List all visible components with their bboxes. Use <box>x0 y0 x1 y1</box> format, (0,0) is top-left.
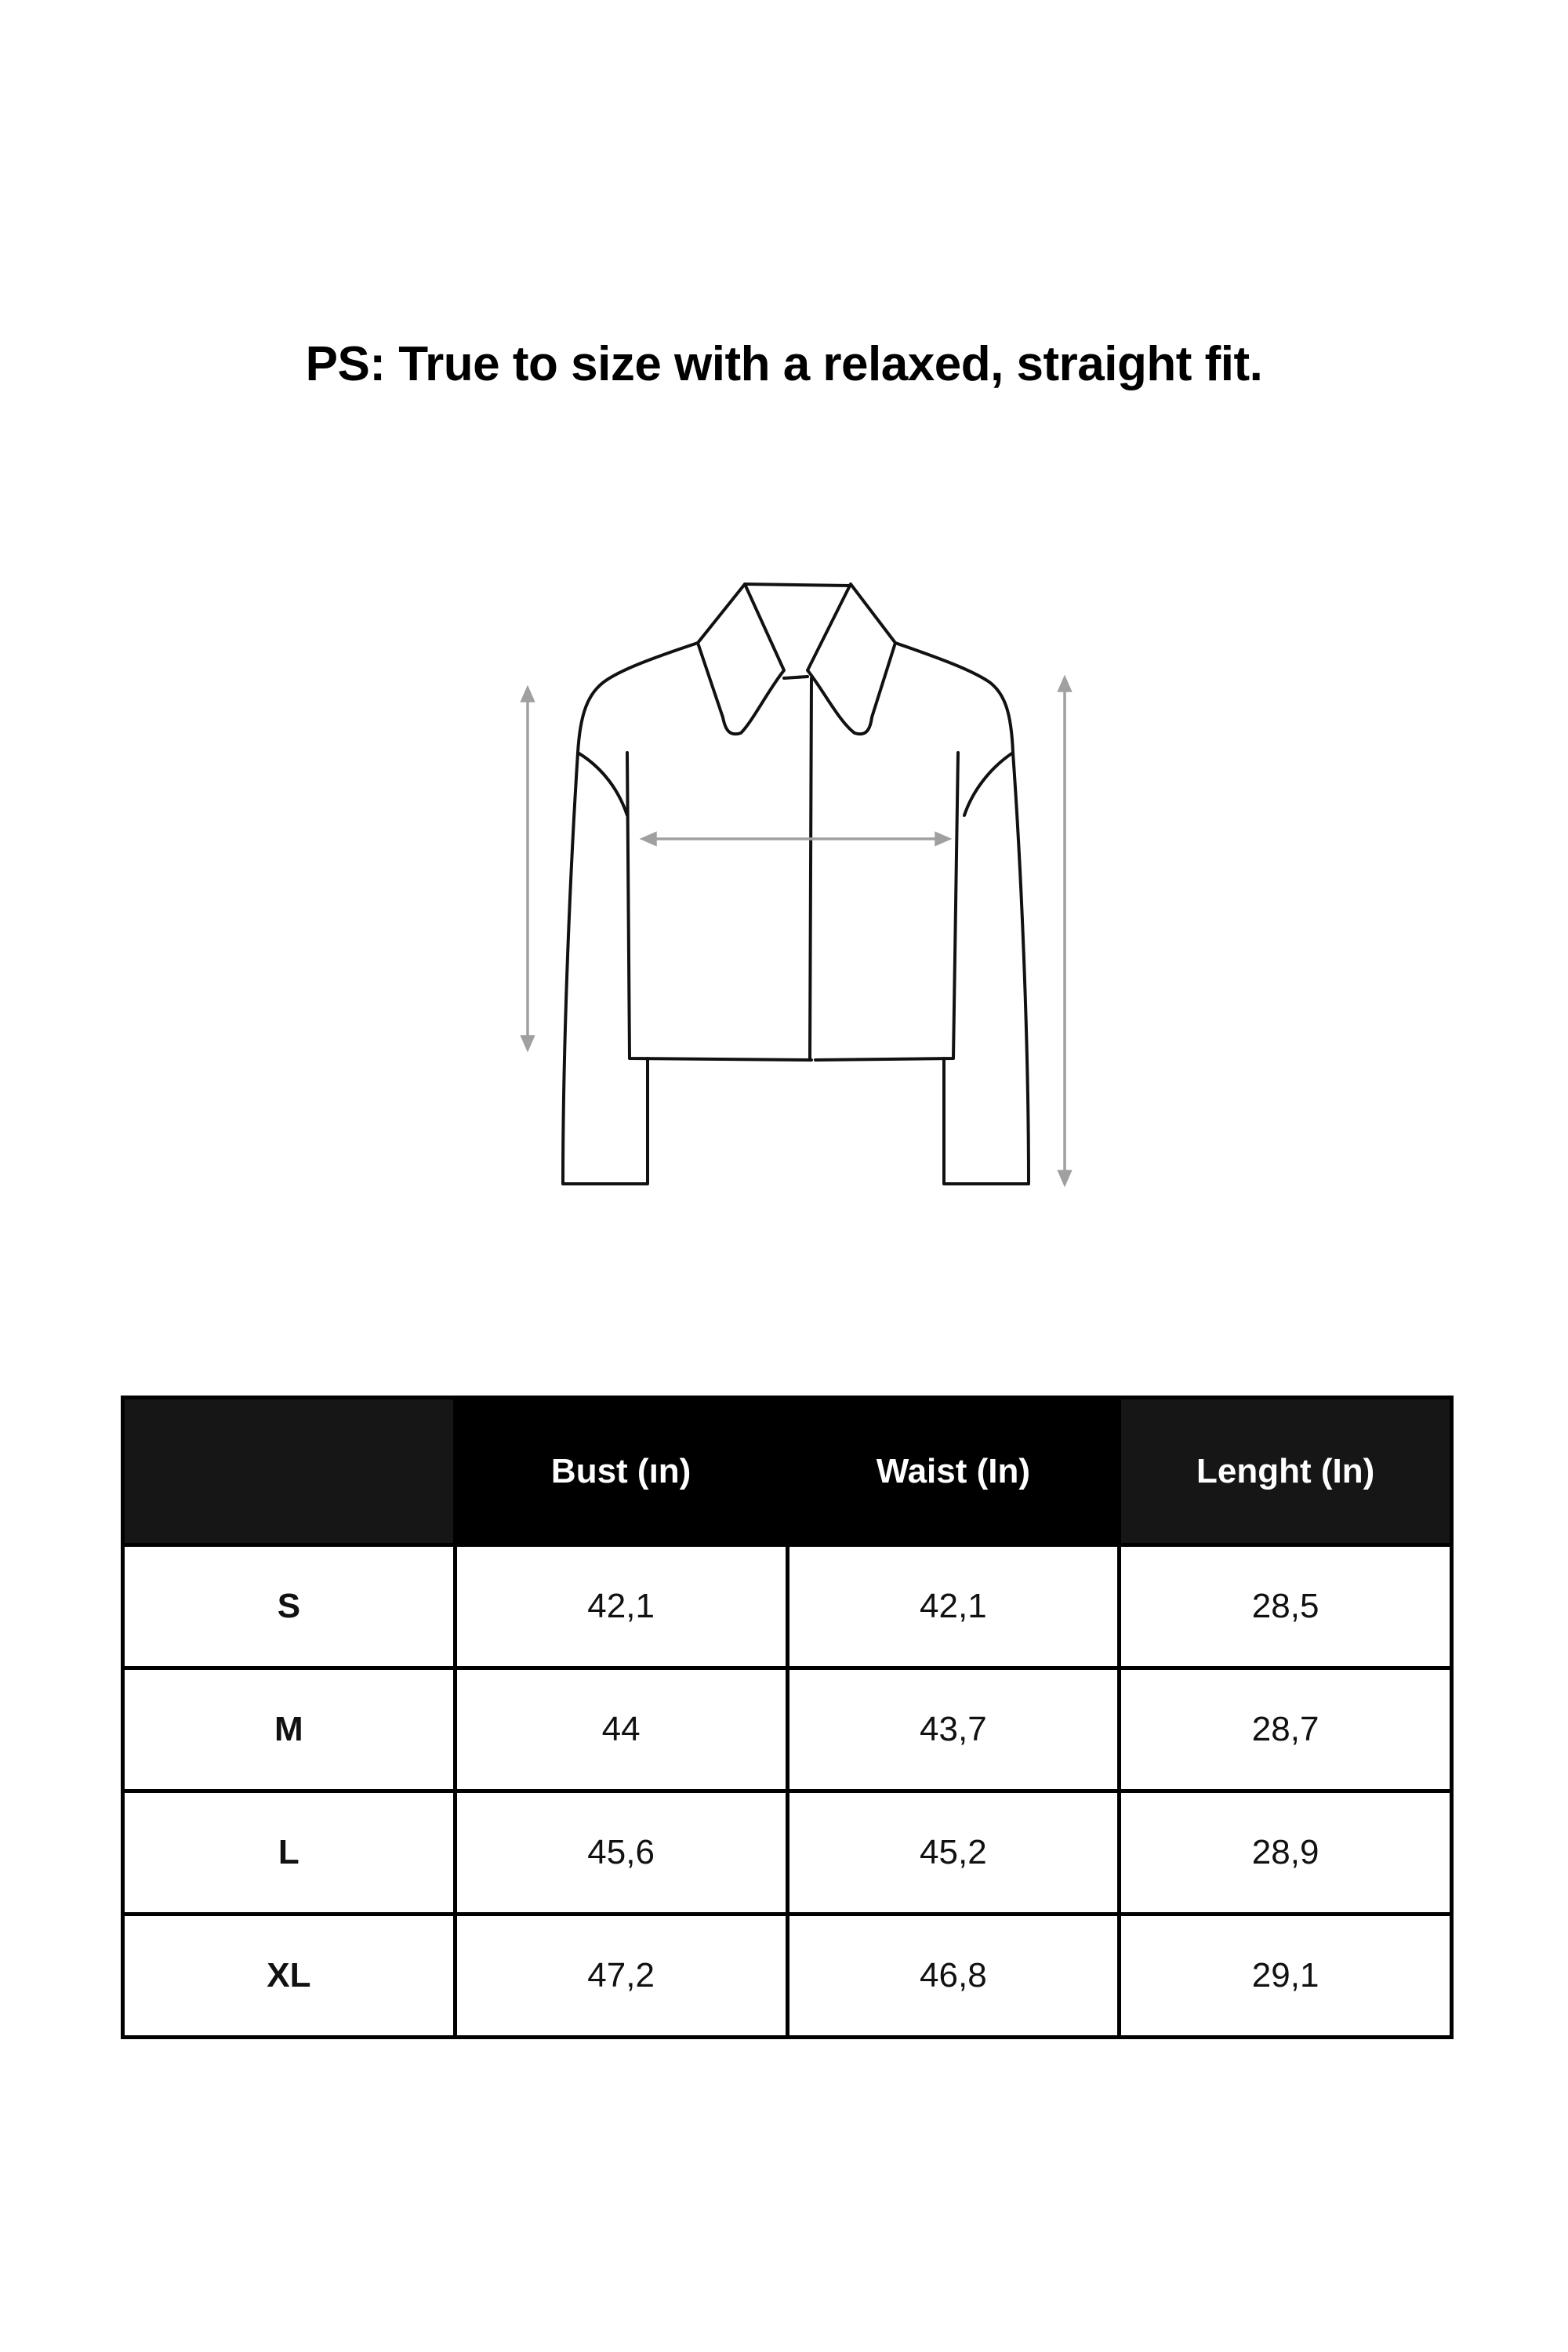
waist-cell: 46,8 <box>787 1915 1120 2038</box>
table-row <box>123 1915 1452 2038</box>
jacket-outline <box>563 584 1029 1184</box>
header-waist: Waist (In) <box>787 1398 1120 1545</box>
bust-width-arrow <box>643 833 949 844</box>
waist-cell: 43,7 <box>787 1668 1120 1791</box>
waist-cell: 42,1 <box>787 1545 1120 1668</box>
length-cell: 28,5 <box>1120 1545 1452 1668</box>
table-header-row <box>123 1398 1452 1545</box>
length-cell: 28,9 <box>1120 1791 1452 1915</box>
size-cell: L <box>123 1791 456 1915</box>
size-cell: XL <box>123 1915 456 2038</box>
table-row <box>123 1545 1452 1668</box>
bust-cell: 42,1 <box>455 1545 787 1668</box>
fit-note: PS: True to size with a relaxed, straight fit. <box>305 337 1263 391</box>
measurement-arrows <box>522 678 1070 1184</box>
waist-cell: 45,2 <box>787 1791 1120 1915</box>
table-row <box>123 1791 1452 1915</box>
size-chart-table <box>121 1396 1454 2039</box>
bust-cell: 44 <box>455 1668 787 1791</box>
length-cell: 28,7 <box>1120 1668 1452 1791</box>
length-cell: 29,1 <box>1120 1915 1452 2038</box>
header-bust: Bust (ın) <box>455 1398 787 1545</box>
bust-cell: 47,2 <box>455 1915 787 2038</box>
body-length-arrow <box>1059 678 1070 1184</box>
header-size <box>123 1398 456 1545</box>
header-length: Lenght (In) <box>1120 1398 1452 1545</box>
sleeve-length-arrow <box>522 688 533 1049</box>
size-cell: M <box>123 1668 456 1791</box>
table-row <box>123 1668 1452 1791</box>
bust-cell: 45,6 <box>455 1791 787 1915</box>
size-cell: S <box>123 1545 456 1668</box>
